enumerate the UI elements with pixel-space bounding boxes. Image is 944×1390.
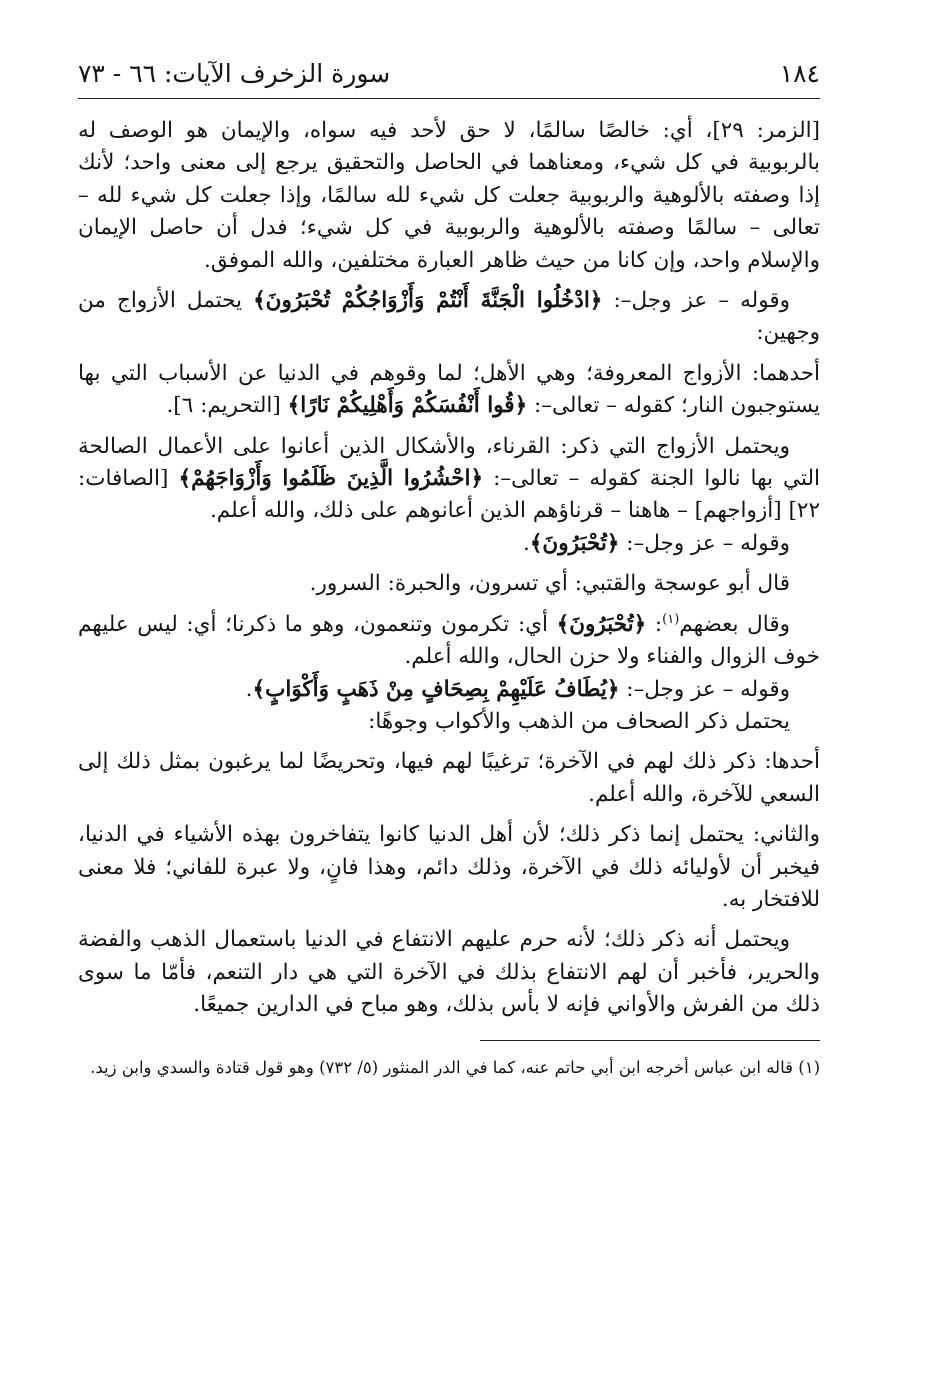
quran-verse: ﴿يُطَافُ عَلَيْهِمْ بِصِحَافٍ مِنْ ذَهَبٍ وَأَكْوَابٍ﴾ [252,676,620,702]
paragraph-text: وقوله – عز وجل–: [619,676,790,702]
page-body [78,115,820,1022]
paragraph-11: والثاني: يحتمل إنما ذكر ذلك؛ لأن أهل الدنيا كانوا يتفاخرون بهذه الأشياء في الدنيا، فيخبر أن لأوليائه ذلك في الآخرة، وذلك دائم، وهذا فانٍ، ولا عبرة للفاني؛ فلا معنى للافتخار به. [78,822,820,912]
paragraph-6: قال أبو عوسجة والقتبي: أي تسرون، والحبرة: السرور. [309,571,790,597]
paragraph-3 [78,358,820,423]
quran-verse: ﴿احْشُرُوا الَّذِينَ ظَلَمُوا وَأَزْوَاجَهُمْ﴾ [178,466,484,492]
header-divider [78,98,820,99]
footnotes [78,1055,820,1081]
quran-verse: ﴿ادْخُلُوا الْجَنَّةَ أَنْتُمْ وَأَزْوَاجُكُمْ تُحْبَرُونَ﴾ [253,288,603,314]
paragraph-text: . [245,676,253,702]
paragraph-text: أحدهما: الأزواج المعروفة؛ وهي الأهل؛ لما وقوهم في الدنيا عن الأسباب التي بها يستوجبون النار؛ كقوله – تعالى–: [78,360,820,419]
quran-verse: ﴿تُحْبَرُونَ﴾ [556,611,647,637]
paragraph-text: وقوله – عز وجل–: [619,530,790,556]
paragraph-text: أي: تكرمون وتنعمون، وهو ما ذكرنا؛ أي: ليس عليهم خوف الزوال والفناء ولا حزن الحال، والله أعلم. [78,611,820,670]
paragraph-text: [التحريم: ٦]. [166,393,288,419]
paragraph-text: [الصافات: ٢٢] [أزواجهم] – هاهنا – قرناؤهم الذين أعانوهم على ذلك، والله أعلم. [78,466,820,524]
paragraph-9: يحتمل ذكر الصحاف من الذهب والأكواب وجوهًا: [368,708,790,734]
paragraph-10: أحدها: ذكر ذلك لهم في الآخرة؛ ترغيبًا لهم فيها، وتحريضًا لما يرغبون بمثل ذلك إلى السعي للآخرة، والله أعلم. [78,749,820,807]
paragraph-4 [78,431,820,528]
paragraph-text: وقال بعضهم [679,611,791,637]
page-header [78,56,820,94]
paragraph-8 [78,674,820,706]
footnote-divider [480,1040,820,1041]
paragraph-text: يحتمل الأزواج من وجهين: [78,288,820,346]
paragraph-2 [78,285,820,350]
paragraph-12: ويحتمل أنه ذكر ذلك؛ لأنه حرم عليهم الانتفاع في الدنيا باستعمال الذهب والفضة والحرير، فأخبر أن لهم الانتفاع بذلك في الآخرة التي هي دار التنعم، فأمّا ما سوى ذلك من الفرش والأواني فإنه لا بأس بذلك، وهو مباح في الدارين جميعًا. [78,927,820,1018]
paragraph-text: : [646,611,663,637]
quran-verse: ﴿تُحْبَرُونَ﴾ [529,530,620,556]
footnote-item: (١) قاله ابن عباس أخرجه ابن أبي حاتم عنه، كما في الدر المنثور (٥/ ٧٣٢) وهو قول قتادة والسدي وابن زيد. [90,1057,820,1077]
quran-verse: ﴿قُوا أَنْفُسَكُمْ وَأَهْلِيكُمْ نَارًا﴾ [287,393,528,419]
paragraph-5 [78,528,820,560]
paragraph-text: وقوله – عز وجل–: [602,288,791,314]
running-title: سورة الزخرف الآيات: ٦٦ - ٧٣ [78,59,391,88]
paragraph-text: ويحتمل الأزواج التي ذكر: القرناء، والأشكال الذين أعانوا على الأعمال الصالحة التي بها نالوا الجنة كقوله – تعالى–: [78,433,820,492]
page-number: ١٨٤ [779,59,820,88]
footnote-reference[interactable]: (١) [662,611,680,627]
book-page [78,56,820,1081]
paragraph-1: [الزمر: ٢٩]، أي: خالصًا سالمًا، لا حق لأحد فيه سواه، والإيمان هو الوصف له بالربوبية في كل شيء، ومعناهما في الحاصل والتحقيق يرجع إلى معنى واحد؛ لأنك إذا وصفته بالألوهية والربوبية جعلت كل شيء لله سالمًا، وإذا جعلت كل شيء لله – تعالى – سالمًا وصفته بالألوهية والربوبية في كل شيء؛ فدل أن حاصل الإيمان والإسلام واحد، وإن كانا من حيث ظاهر العبارة مختلفين، والله الموفق. [78,118,820,273]
paragraph-7 [78,609,820,674]
paragraph-text: . [522,530,530,556]
